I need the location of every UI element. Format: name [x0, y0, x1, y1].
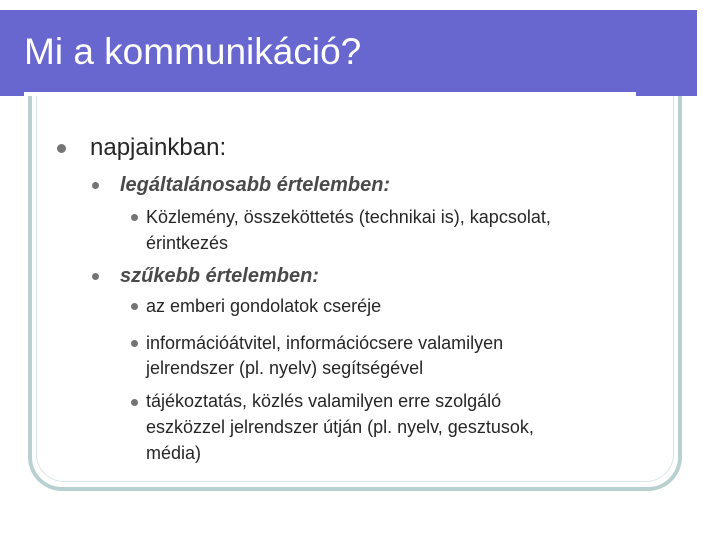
list-item-line: információátvitel, információcsere valamilyen	[146, 333, 504, 353]
section-heading: legáltalánosabb értelemben:	[120, 174, 391, 196]
bullet-dot-icon	[131, 340, 138, 347]
bullet-dot-icon	[131, 214, 138, 221]
bullet-dot-icon	[131, 399, 138, 406]
level1-text: napjainkban:	[90, 134, 227, 161]
list-item-line: média)	[146, 443, 202, 463]
list-item-line: eszközzel jelrendszer útján (pl. nyelv, gesztusok,	[146, 417, 534, 437]
bullet-dot-icon	[92, 273, 99, 280]
bullet-dot-icon	[131, 303, 138, 310]
section-heading: szűkebb értelemben:	[120, 265, 319, 287]
bullet-dot-icon	[92, 182, 99, 189]
list-item-line: tájékoztatás, közlés valamilyen erre szolgáló	[146, 391, 502, 411]
list-item-line: Közlemény, összeköttetés (technikai is), kapcsolat,	[146, 207, 551, 227]
bullet-dot-icon	[57, 144, 66, 153]
list-item-line: érintkezés	[146, 233, 229, 253]
list-item-line: jelrendszer (pl. nyelv) segítségével	[146, 358, 424, 378]
list-item-line: az emberi gondolatok cseréje	[146, 296, 382, 316]
slide-title: Mi a kommunikáció?	[24, 31, 362, 72]
